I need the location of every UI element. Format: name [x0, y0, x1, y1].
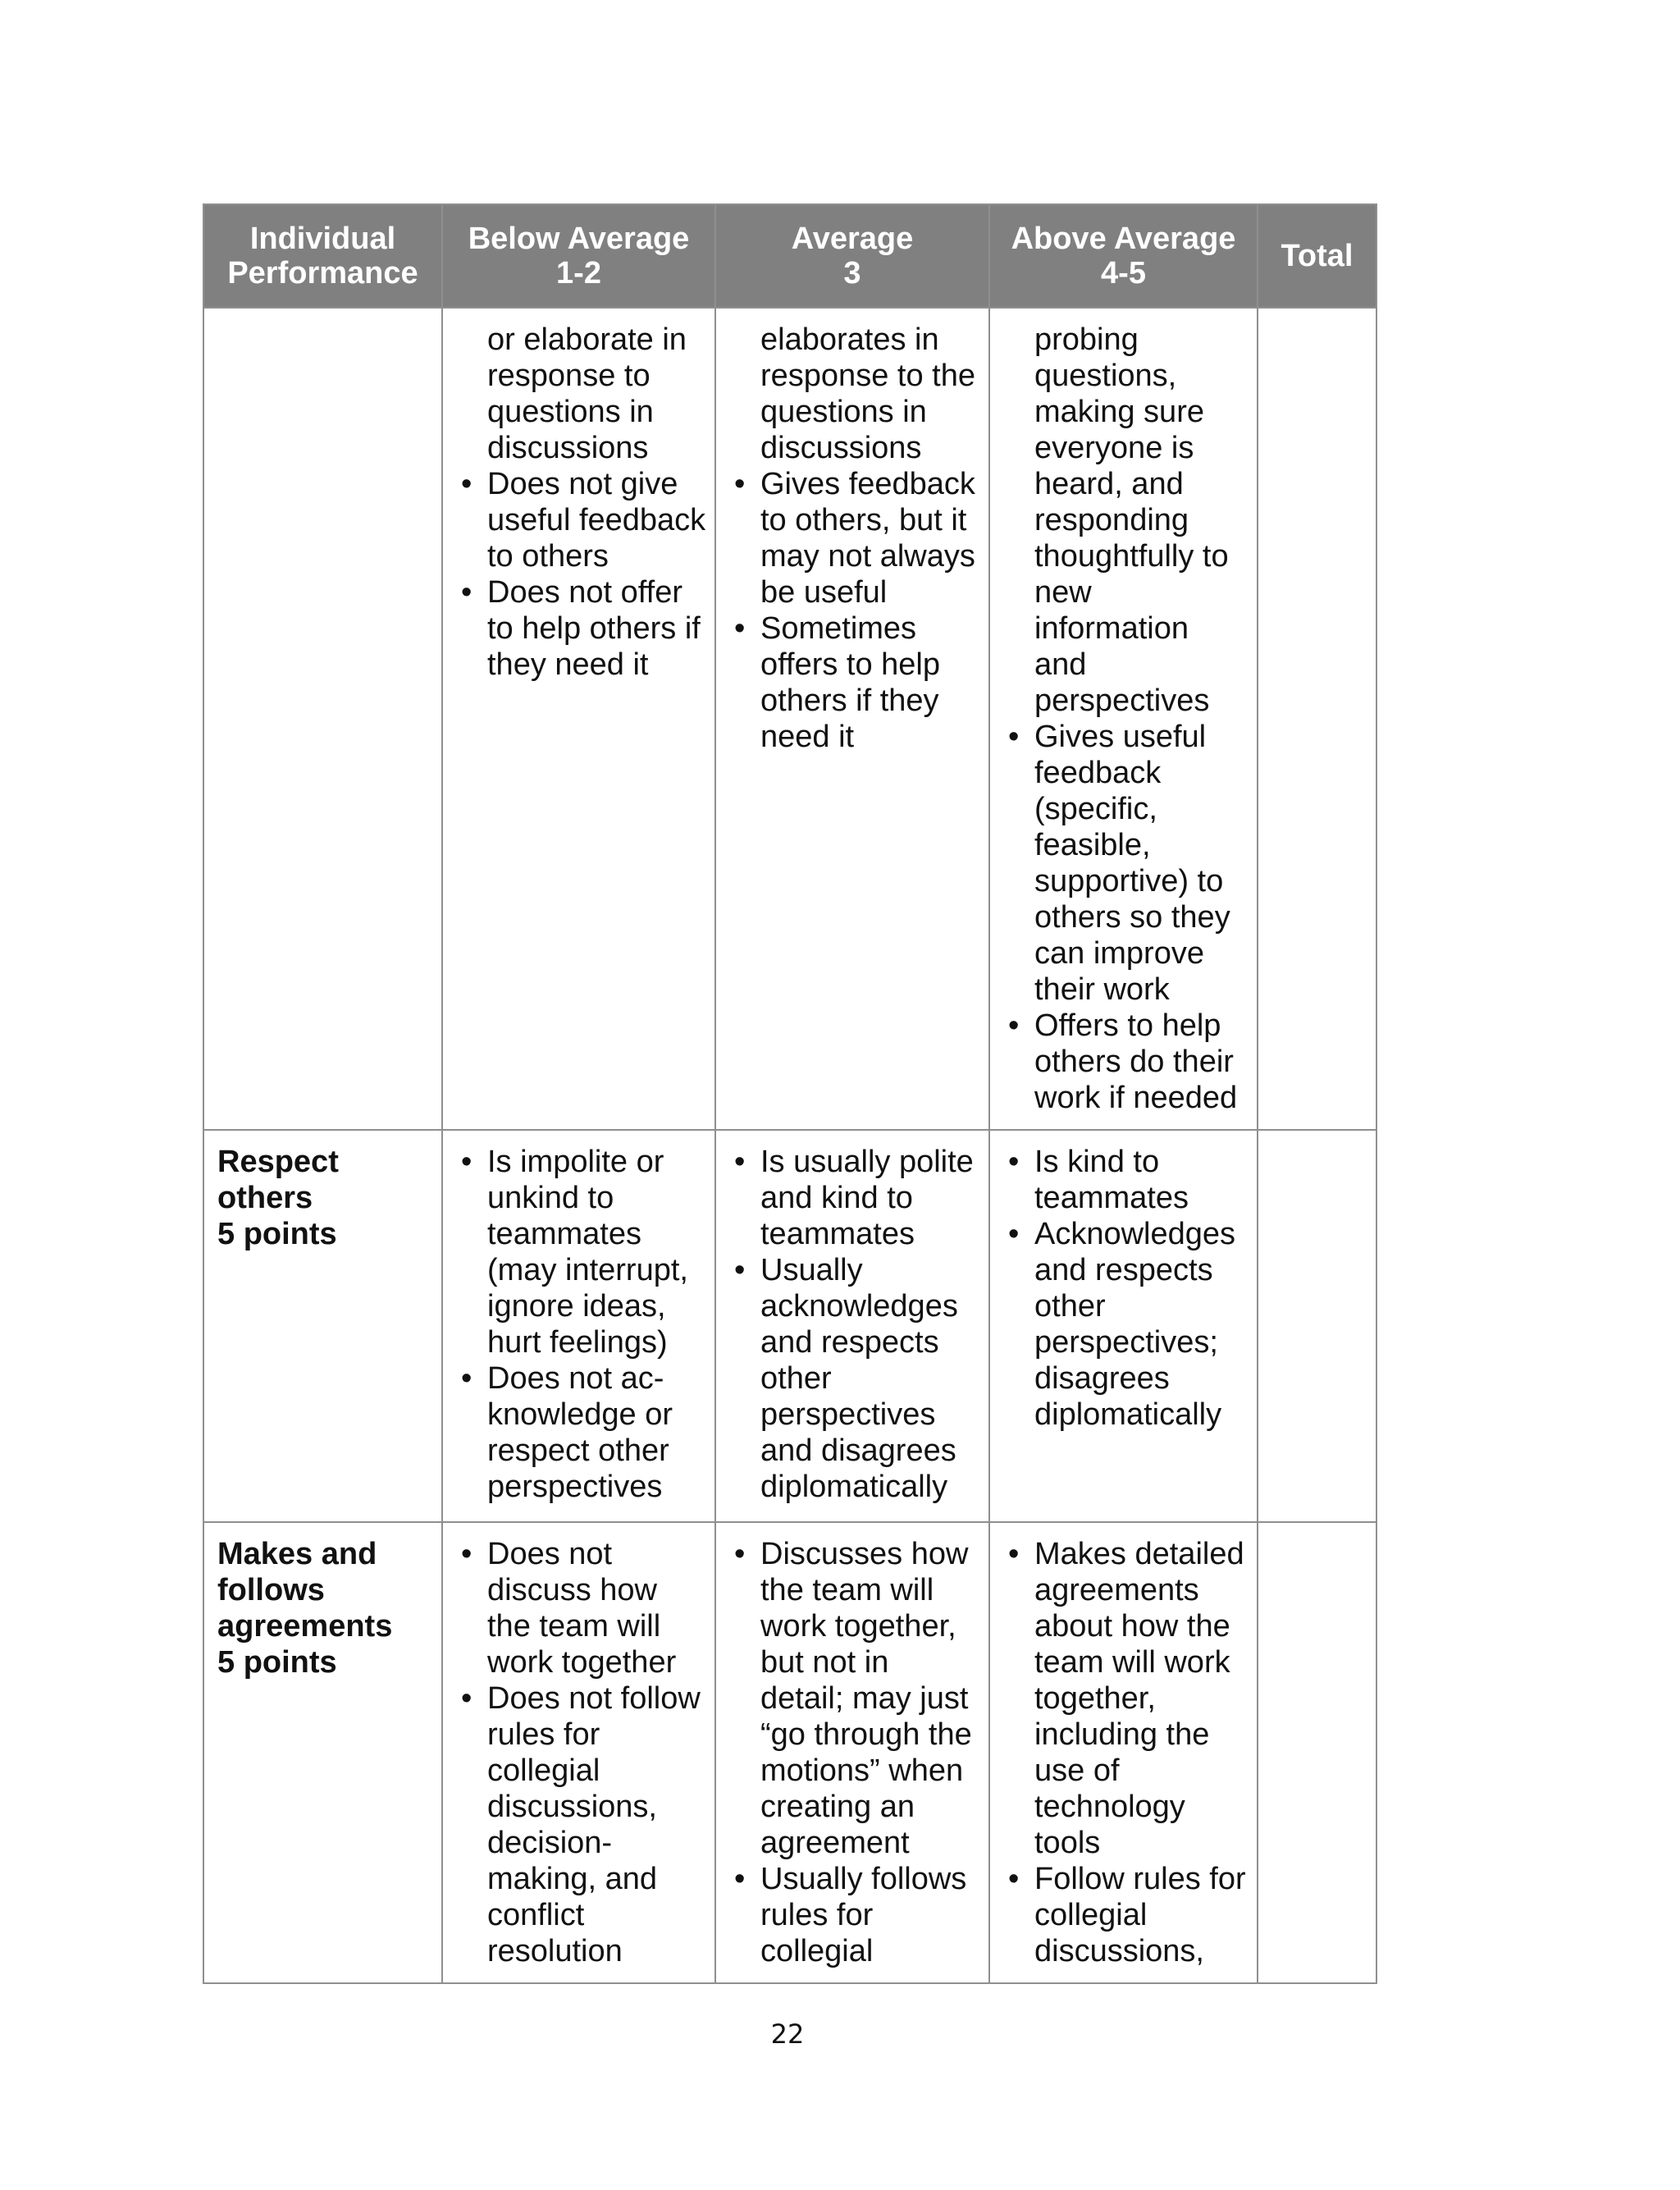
list-item: • Does not give useful feedback to others — [487, 466, 706, 574]
bullet-list — [729, 322, 980, 755]
bullet-list — [456, 1144, 706, 1505]
bullet-list — [456, 1536, 706, 1969]
list-item: • Is usually polite and kind to teammates — [760, 1144, 980, 1252]
list-item: • Does not offer to help others if they need it — [487, 574, 706, 683]
list-item: • Gives useful feedback (specific, feasible, supportive) to others so they can improve their work — [1034, 719, 1249, 1008]
list-item: or elaborate in response to questions in discussions — [487, 322, 687, 465]
above-average-cell — [989, 1522, 1258, 1983]
header-total: Total — [1258, 204, 1376, 308]
list-item: • Gives feedback to others, but it may not always be useful — [760, 466, 980, 610]
header-individual-performance: Individual Performance — [203, 204, 442, 308]
list-item: • Sometimes offers to help others if they need it — [760, 610, 980, 755]
average-cell — [715, 1522, 989, 1983]
header-above-average: Above Average 4-5 — [989, 204, 1258, 308]
list-item: • Usually acknowledges and respects other perspectives and disagrees diplomatically — [760, 1252, 980, 1505]
list-item: • Is kind to teammates — [1034, 1144, 1249, 1216]
bullet-list — [1003, 1144, 1249, 1433]
bullet-list — [729, 1144, 980, 1505]
list-item: • Is impolite or unkind to teammates (may interrupt, ignore ideas, hurt feelings) — [487, 1144, 706, 1360]
list-item: • Follow rules for collegial discussions, — [1034, 1861, 1249, 1969]
page-number: 22 — [770, 2019, 805, 2050]
criterion-cell: Makes and follows agreements 5 points — [203, 1522, 442, 1983]
below-average-cell — [442, 1522, 715, 1983]
header-average: Average 3 — [715, 204, 989, 308]
average-cell — [715, 308, 989, 1130]
list-item: • Makes detailed agreements about how the team will work together, including the use of technology tools — [1034, 1536, 1249, 1861]
table-row — [203, 308, 1376, 1130]
above-average-cell — [989, 1130, 1258, 1522]
list-item: • Discusses how the team will work together, but not in detail; may just “go through the motions” when creating an agreement — [760, 1536, 980, 1861]
header-row — [203, 204, 1376, 308]
list-item: • Does not ac-knowledge or respect other perspectives — [487, 1360, 706, 1505]
above-average-cell — [989, 308, 1258, 1130]
total-cell — [1258, 308, 1376, 1130]
bullet-list — [456, 322, 706, 683]
below-average-cell — [442, 308, 715, 1130]
table-row — [203, 1130, 1376, 1522]
table-row — [203, 1522, 1376, 1983]
list-item: • Acknowledges and respects other perspectives; disagrees diplomatically — [1034, 1216, 1249, 1433]
list-item: • Offers to help others do their work if needed — [1034, 1008, 1249, 1116]
average-cell — [715, 1130, 989, 1522]
total-cell — [1258, 1522, 1376, 1983]
header-below-average: Below Average 1-2 — [442, 204, 715, 308]
criterion-cell: Respect others 5 points — [203, 1130, 442, 1522]
list-item: elaborates in response to the questions in discussions — [760, 322, 975, 465]
total-cell — [1258, 1130, 1376, 1522]
list-item: • Usually follows rules for collegial — [760, 1861, 980, 1969]
list-item: • Does not discuss how the team will work together — [487, 1536, 706, 1680]
bullet-list — [1003, 1536, 1249, 1969]
bullet-list — [1003, 322, 1249, 1116]
bullet-list — [729, 1536, 980, 1969]
criterion-cell — [203, 308, 442, 1130]
list-item: • Does not follow rules for collegial discussions, decision-making, and conflict resolution — [487, 1680, 706, 1969]
below-average-cell — [442, 1130, 715, 1522]
rubric-table — [203, 203, 1377, 1984]
list-item: probing questions, making sure everyone is heard, and responding thoughtfully to new information and perspectives — [1034, 322, 1229, 718]
